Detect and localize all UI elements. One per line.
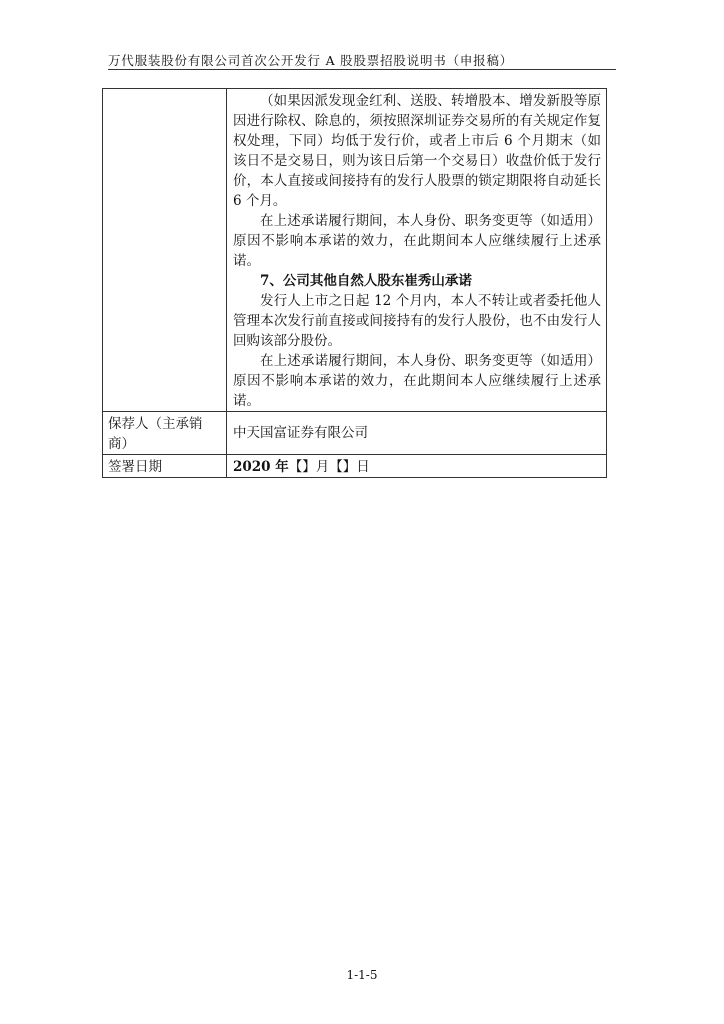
commitment-row-label	[103, 89, 227, 412]
sponsor-row	[103, 412, 607, 455]
signing-date-row	[103, 455, 607, 478]
sponsor-name: 中天国富证券有限公司	[233, 425, 368, 441]
document-header-title: 万代服装股份有限公司首次公开发行 A 股股票招股说明书（申报稿）	[108, 53, 514, 68]
commitment-row	[103, 89, 607, 412]
section-heading-shareholder-commitment: 7、公司其他自然人股东崔秀山承诺	[260, 273, 472, 289]
header-rule	[108, 69, 616, 70]
sponsor-value	[227, 412, 607, 455]
signing-date-label: 签署日期	[103, 455, 227, 478]
prospectus-info-table	[102, 88, 607, 478]
page-number: 1-1-5	[346, 968, 378, 982]
signing-date-month-day: 【】月【】日	[288, 459, 370, 475]
signing-date-value	[227, 455, 607, 478]
sponsor-label: 保荐人（主承销商）	[103, 412, 227, 455]
paragraph-price-continuation: （如果因派发现金红利、送股、转增股本、增发新股等原因进行除权、除息的，须按照深圳证券交易所的有关规定作复权处理，下同）均低于发行价，或者上市后 6 个月期末（如该日不是交易日，则为该日后第一个交易日）收盘价低于发行价，本人直接或间接持有的发行人股票的锁定期限将自动延长 6 个月。	[233, 93, 601, 209]
paragraph-commitment-validity-1: 在上述承诺履行期间，本人身份、职务变更等（如适用）原因不影响本承诺的效力，在此期间本人应继续履行上述承诺。	[233, 213, 601, 269]
paragraph-lockup-period: 发行人上市之日起 12 个月内，本人不转让或者委托他人管理本次发行前直接或间接持有的发行人股份，也不由发行人回购该部分股份。	[233, 293, 601, 349]
paragraph-commitment-validity-2: 在上述承诺履行期间，本人身份、职务变更等（如适用）原因不影响本承诺的效力，在此期间本人应继续履行上述承诺。	[233, 353, 601, 409]
commitment-row-content	[227, 89, 607, 412]
signing-date-year: 2020 年	[233, 459, 289, 475]
